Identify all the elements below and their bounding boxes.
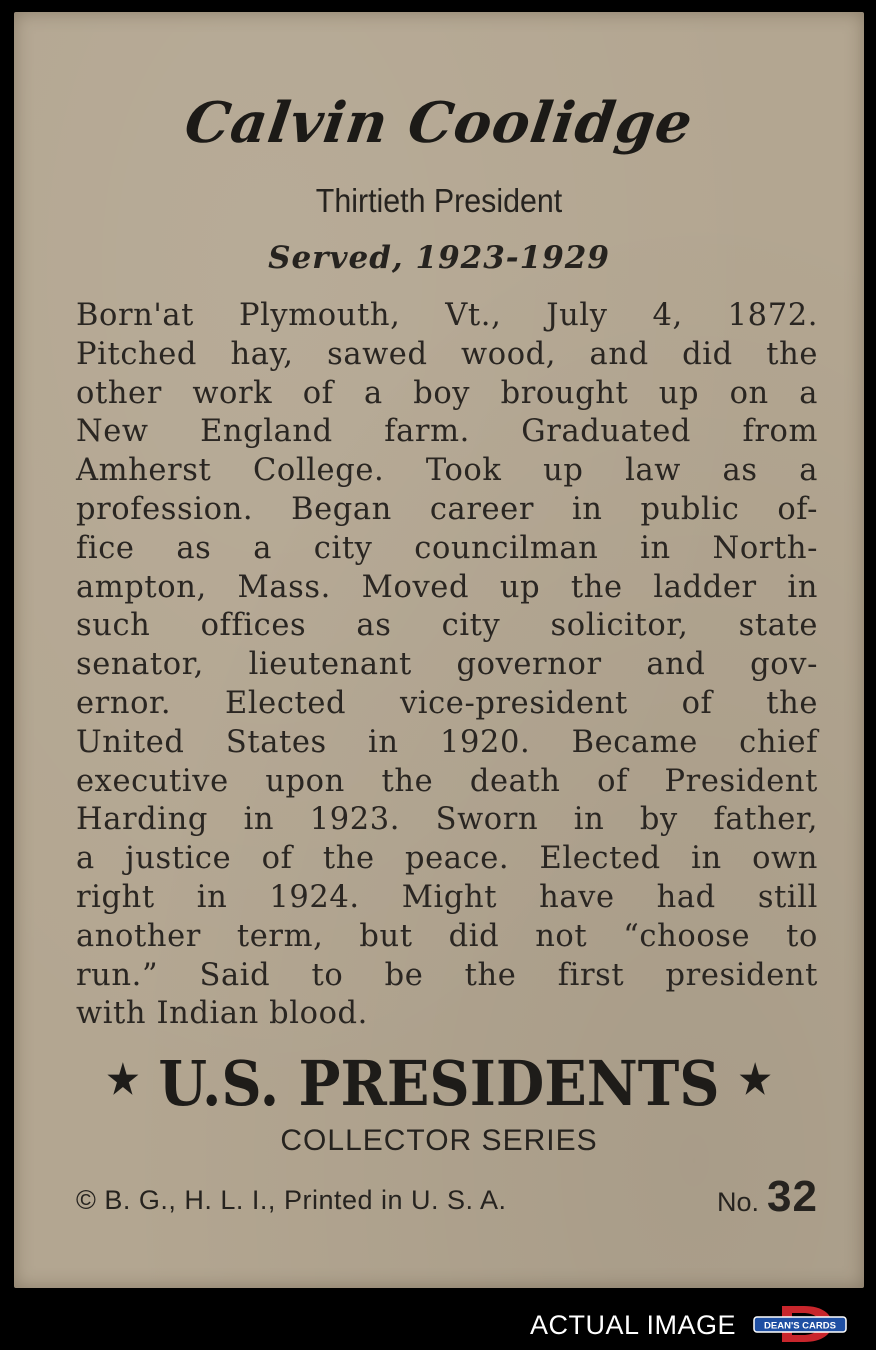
logo-text: DEAN'S CARDS xyxy=(764,1320,836,1332)
bio-line: Pitched hay, sawed wood, and did the xyxy=(76,336,818,372)
bio-line: another term, but did not “choose to xyxy=(76,918,818,954)
trading-card-back xyxy=(14,12,864,1288)
card-number xyxy=(717,1172,818,1222)
bio-line: Harding in 1923. Sworn in by father, xyxy=(76,802,818,838)
series-title xyxy=(57,1047,822,1120)
president-signature: Calvin Coolidge xyxy=(180,90,698,156)
bio-line: profession. Began career in public of- xyxy=(76,491,818,527)
star-icon: ★ xyxy=(106,1056,139,1103)
bio-line: with Indian blood. xyxy=(76,996,368,1032)
biography-text xyxy=(76,297,818,1034)
deans-cards-logo xyxy=(752,1304,848,1344)
bio-line: right in 1924. Might have had still xyxy=(76,879,818,915)
card-number-label: No. xyxy=(717,1187,760,1217)
series-title-text: U.S. PRESIDENTS xyxy=(158,1047,720,1120)
president-ordinal: Thirtieth President xyxy=(315,182,563,219)
bio-line: senator, lieutenant governor and gov- xyxy=(76,647,818,683)
card-number-value: 32 xyxy=(767,1172,818,1221)
bio-line: a justice of the peace. Elected in own xyxy=(76,841,818,877)
series-subtitle: COLLECTOR SERIES xyxy=(280,1124,598,1157)
bio-line: New England farm. Graduated from xyxy=(76,414,818,450)
actual-image-label: ACTUAL IMAGE xyxy=(530,1310,737,1340)
bio-line: ernor. Elected vice-president of the xyxy=(76,685,818,721)
bio-line: ampton, Mass. Moved up the ladder in xyxy=(76,569,818,605)
bio-line: run.” Said to be the first president xyxy=(76,957,818,993)
bio-line: executive upon the death of President xyxy=(76,763,818,799)
star-icon: ★ xyxy=(738,1056,772,1103)
bio-line: fice as a city councilman in North- xyxy=(76,530,818,566)
bio-line: such offices as city solicitor, state xyxy=(76,608,818,644)
bio-line: other work of a boy brought up on a xyxy=(76,375,818,411)
term-served: Served, 1923-1929 xyxy=(268,240,610,276)
bio-line: Born'at Plymouth, Vt., July 4, 1872. xyxy=(76,298,818,333)
bio-line: United States in 1920. Became chief xyxy=(76,724,818,760)
copyright-notice: © B. G., H. L. I., Printed in U. S. A. xyxy=(76,1185,507,1215)
bio-line: Amherst College. Took up law as a xyxy=(76,453,818,489)
